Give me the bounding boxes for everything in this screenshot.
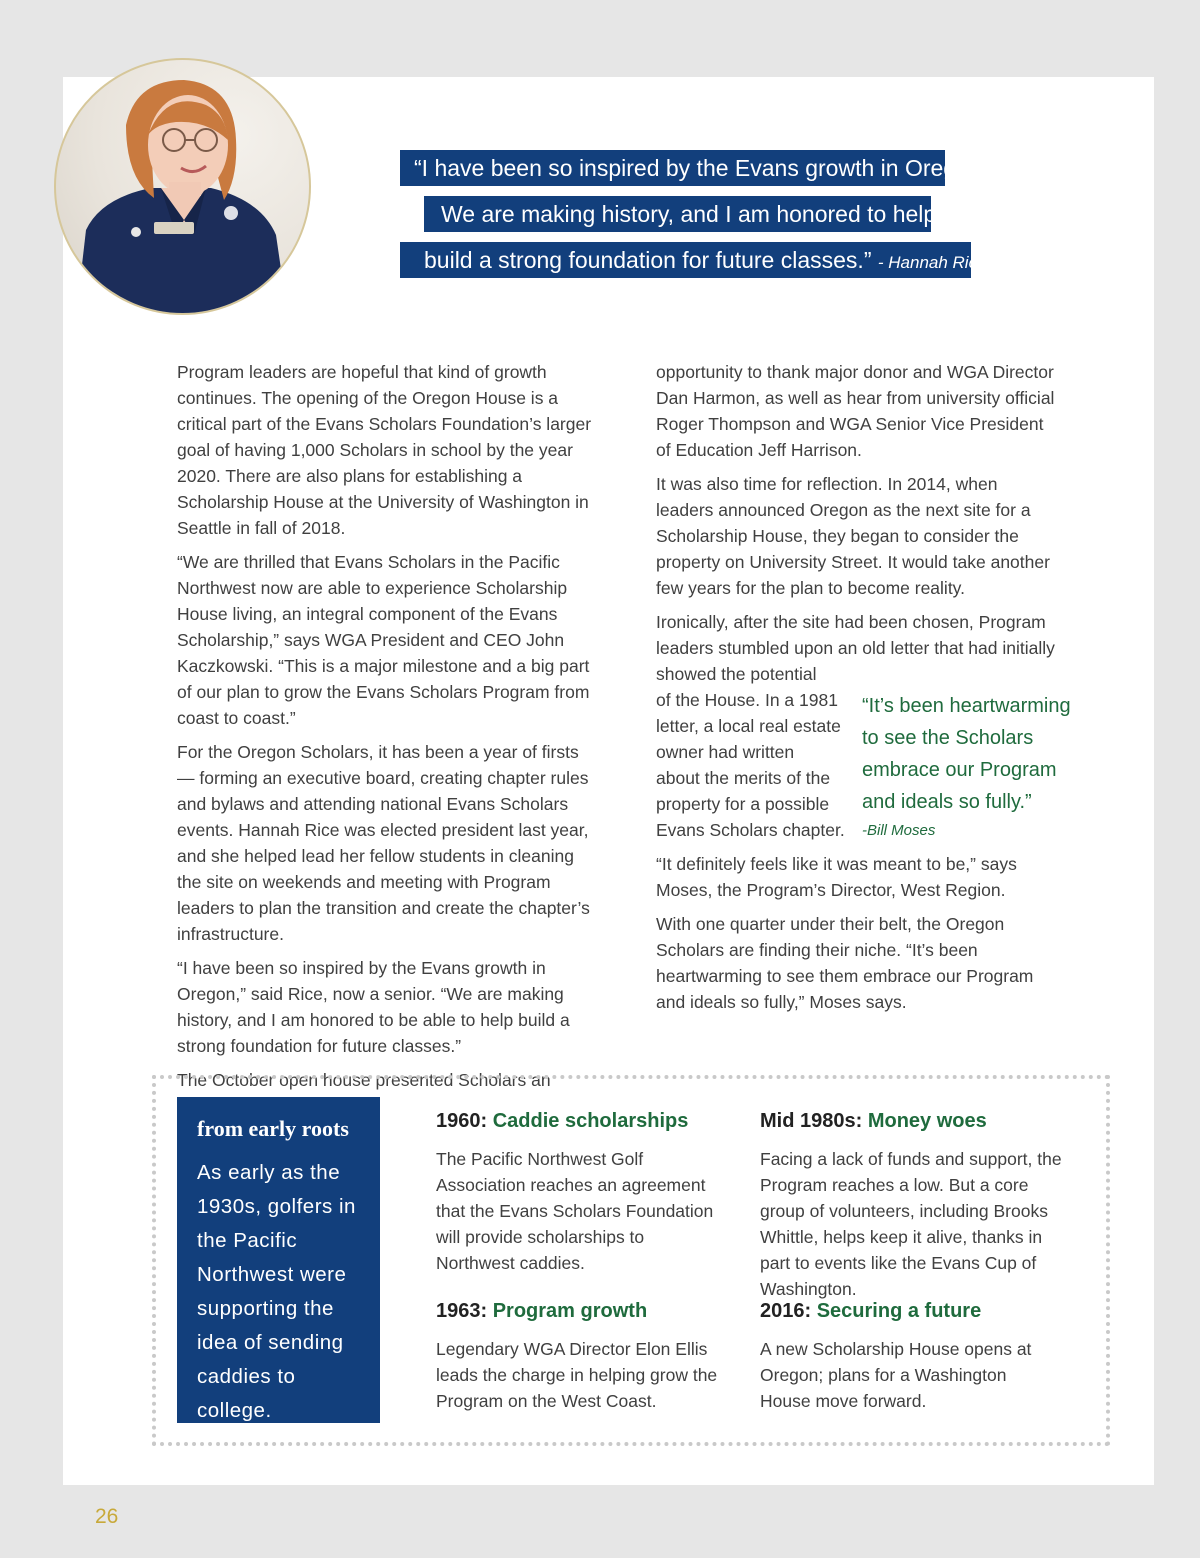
paragraph: It was also time for reflection. In 2014, when leaders announced Oregon as the next site for a Scholarship House, they began to consider the property on University Street. It would take another few years for the plan to become reality. <box>656 474 1050 598</box>
timeline-intro-title: from early roots <box>197 1116 349 1141</box>
portrait-photo <box>54 58 311 315</box>
paragraph: opportunity to thank major donor and WGA Director Dan Harmon, as well as hear from university official Roger Thompson and WGA Senior Vice President of Education Jeff Harrison. <box>656 362 1055 460</box>
timeline-topic: Caddie scholarships <box>492 1110 689 1132</box>
pull-quote-text: “It’s been heartwarming to see the Scholars embrace our Program and ideals so fully.” <box>862 695 1071 813</box>
text-line: property for a possible <box>656 794 830 814</box>
timeline-heading <box>760 1108 1065 1134</box>
text-line: Evans Scholars chapter. <box>656 820 845 840</box>
timeline-year: 2016: <box>760 1300 812 1322</box>
timeline-year: 1960: <box>436 1110 488 1132</box>
paragraph: For the Oregon Scholars, it has been a year of firsts — forming an executive board, creating chapter rules and bylaws and attending national Evans Scholars events. Hannah Rice was elected president last year, and she helped lead her fellow students in cleaning the site on weekends and meeting with Program leaders to plan the transition and create the chapter’s infrastructure. <box>177 742 590 944</box>
timeline-item <box>760 1298 1060 1414</box>
paragraph: “I have been so inspired by the Evans growth in Oregon,” said Rice, now a senior. “We are making history, and I am honored to be able to help build a strong foundation for future classes.” <box>177 958 570 1056</box>
timeline-heading <box>436 1298 721 1324</box>
paragraph: Ironically, after the site had been chosen, Program leaders stumbled upon an old letter that had initially <box>656 612 1055 658</box>
wrapped-text <box>656 661 856 843</box>
timeline-topic: Money woes <box>867 1110 987 1132</box>
timeline-intro-box <box>177 1097 380 1423</box>
timeline-text: Legendary WGA Director Elon Ellis leads the charge in helping grow the Program on the West Coast. <box>436 1339 718 1411</box>
paragraph: Program leaders are hopeful that kind of growth continues. The opening of the Oregon House is a critical part of the Evans Scholars Foundation’s larger goal of having 1,000 Scholars in school by the year 2020. There are also plans for establishing a Scholarship House at the University of Washington in Seattle in fall of 2018. <box>177 362 592 538</box>
timeline-heading <box>760 1298 1060 1324</box>
timeline-text: Facing a lack of funds and support, the Program reaches a low. But a core group of volunteers, including Brooks Whittle, helps keep it alive, thanks in part to events like the Evans Cup of Washington. <box>760 1149 1062 1299</box>
text-line: about the merits of the <box>656 768 831 788</box>
timeline-text: The Pacific Northwest Golf Association reaches an agreement that the Evans Scholars Foundation will provide scholarships to Northwest caddies. <box>436 1149 714 1273</box>
timeline-year: Mid 1980s: <box>760 1110 863 1132</box>
timeline-text: A new Scholarship House opens at Oregon; plans for a Washington House move forward. <box>760 1339 1032 1411</box>
text-line: of the House. In a 1981 <box>656 690 838 710</box>
text-line: showed the potential <box>656 664 817 684</box>
timeline-item <box>436 1298 721 1414</box>
article-column-left <box>177 359 601 1101</box>
timeline-item <box>760 1108 1065 1302</box>
timeline-year: 1963: <box>436 1300 488 1322</box>
text-line: owner had written <box>656 742 795 762</box>
timeline-topic: Program growth <box>492 1300 648 1322</box>
paragraph: The October open house presented Scholars an <box>177 1070 551 1090</box>
hero-quote-line-3 <box>400 242 987 278</box>
timeline-item <box>436 1108 721 1276</box>
paragraph: With one quarter under their belt, the Oregon Scholars are finding their niche. “It’s been heartwarming to see them embrace our Program and ideals so fully,” Moses says. <box>656 914 1034 1012</box>
pull-quote-attribution: -Bill Moses <box>862 822 936 839</box>
hero-quote-line-1: “I have been so inspired by the Evans growth in Oregon. <box>400 150 945 186</box>
timeline-intro-text: As early as the 1930s, golfers in the Pacific Northwest were supporting the idea of sending caddies to college. <box>197 1161 356 1422</box>
page-number: 26 <box>95 1505 119 1528</box>
paragraph: “It definitely feels like it was meant to be,” says Moses, the Program’s Director, West Region. <box>656 854 1017 900</box>
pull-quote <box>862 690 1092 844</box>
hero-quote-attribution: - Hannah Rice <box>877 253 987 272</box>
hero-quote-text: build a strong foundation for future classes.” <box>424 247 872 273</box>
person-illustration <box>56 60 311 315</box>
text-line: letter, a local real estate <box>656 716 841 736</box>
hero-quote-line-2: We are making history, and I am honored to help <box>424 196 931 232</box>
timeline-topic: Securing a future <box>816 1300 982 1322</box>
timeline-heading <box>436 1108 721 1134</box>
paragraph: “We are thrilled that Evans Scholars in the Pacific Northwest now are able to experience Scholarship House living, an integral component of the Evans Scholarship,” says WGA President and CEO John Kaczkowski. “This is a major milestone and a big part of our plan to grow the Evans Scholars Program from coast to coast.” <box>177 552 590 728</box>
